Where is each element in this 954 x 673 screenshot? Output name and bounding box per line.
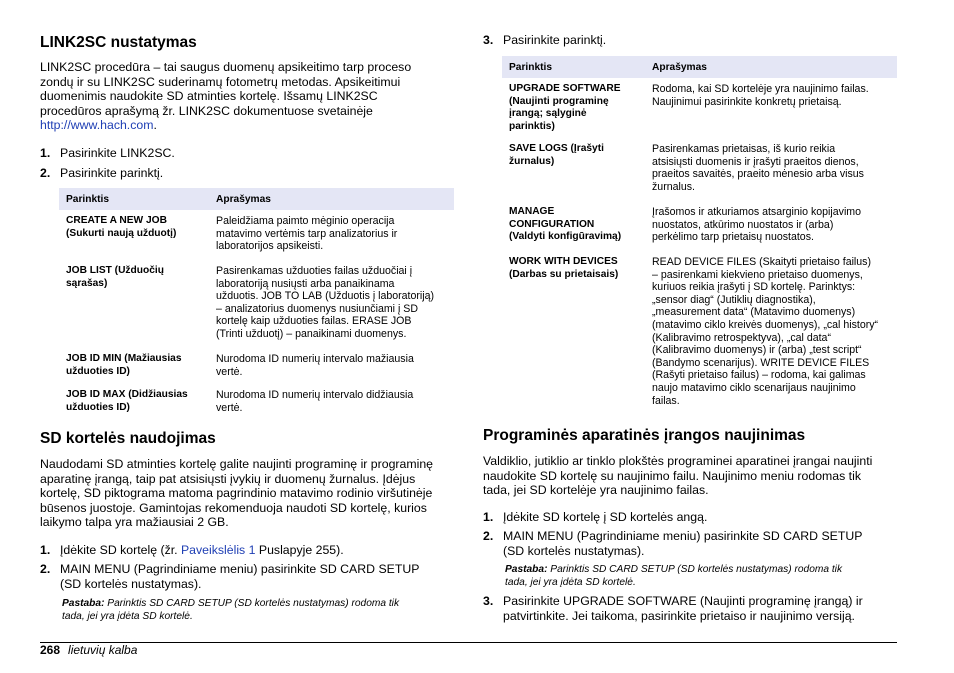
- table-row: [502, 253, 897, 407]
- step-text: [503, 594, 897, 623]
- cell-line: WORK WITH DEVICES: [509, 256, 618, 267]
- text-line: MAIN MENU (Pagrindiniame meniu) pasirinkite SD CARD SETUP: [60, 562, 420, 576]
- text-line: procedūros aprašymą žr. LINK2SC dokumentuose svetainėje: [40, 103, 373, 118]
- step-number: 2.: [40, 562, 51, 576]
- firmware-note: [505, 563, 897, 589]
- table-row: [502, 78, 897, 140]
- cell-line: užduoties ID): [66, 365, 130, 377]
- cell-line: perkėlimo tarp prietaisų nuostatos.: [652, 231, 814, 244]
- option-cell: [502, 253, 645, 407]
- text-line: zondų ir su LINK2SC suderinamų fotometrų metodas. Apsikeitimui: [40, 74, 401, 89]
- note-label: Pastaba:: [62, 598, 105, 609]
- link2sc-step-1: [40, 146, 455, 161]
- section-heading-link2sc: LINK2SC nustatymas: [40, 34, 197, 51]
- sd-step-1: [40, 543, 455, 558]
- text-fragment: .: [153, 118, 157, 133]
- cell-line: UPGRADE SOFTWARE: [509, 83, 621, 94]
- cell-line: READ DEVICE FILES (Skaityti prietaiso failus): [652, 256, 872, 268]
- cell-line: Rodoma, kai SD kortelėje yra naujinimo failas.: [652, 83, 869, 95]
- step-number: 1.: [40, 146, 51, 160]
- cell-line: užduotis. JOB TO LAB (Užduotis į laboratoriją): [216, 290, 435, 303]
- step-text: [503, 529, 897, 558]
- table-header-row: [59, 188, 454, 210]
- section-heading-sd-card: SD kortelės naudojimas: [40, 430, 216, 447]
- step-text: Pasirinkite parinktį.: [60, 166, 164, 180]
- cell-line: JOB LIST (Užduočių: [66, 265, 164, 276]
- text-line: kortelę, SD piktograma matoma pagrindinio matavimo rodinio viršutinėje: [40, 486, 433, 501]
- cell-line: (Bandymo scenarijus). WRITE DEVICE FILES: [652, 356, 870, 369]
- text-line: tada, jei SD kortelėje yra naujinimo failas.: [483, 483, 709, 498]
- text-line: Naudodami SD atminties kortelę galite naujinti programinę ir programinę: [40, 457, 434, 471]
- description-cell: [209, 210, 454, 258]
- option-cell: [502, 78, 645, 140]
- cell-line: vertė.: [216, 365, 243, 378]
- text-line: būsenos juostoje. Gamintojas rekomenduoja naudoti SD kortelę, kurios: [40, 500, 427, 515]
- cell-line: kortelę kaip užduoties failas. ERASE JOB: [216, 315, 412, 328]
- note-text: tada, jei yra įdėta SD kortelė.: [505, 577, 636, 588]
- cell-line: JOB ID MAX (Didžiausias: [66, 389, 188, 400]
- firmware-step-1: [483, 510, 897, 525]
- text-line: patvirtinkite. Jei taikoma, pasirinkite prietaiso ir naujinimo versiją.: [503, 608, 855, 623]
- table-row: [59, 210, 454, 258]
- step-number: 3.: [483, 33, 494, 47]
- footer-rule: [40, 642, 897, 643]
- text-line: (SD kortelės nustatymas).: [60, 576, 202, 591]
- table-row: [59, 387, 454, 417]
- hach-website-link[interactable]: http://www.hach.com: [40, 118, 154, 133]
- link2sc-step-2: [40, 166, 455, 181]
- option-cell: [59, 258, 209, 351]
- cell-line: (Rašyti prietaiso failus) – rodoma, kai galimas: [652, 369, 866, 382]
- cell-line: žurnalus.: [652, 180, 695, 193]
- page-number: 268: [40, 643, 61, 657]
- right-step-3: [483, 33, 897, 48]
- cell-line: naujo matavimo ciklo scenarijaus naujinimo: [652, 381, 856, 394]
- sd-note: [62, 597, 455, 623]
- text-line: Pasirinkite UPGRADE SOFTWARE (Naujinti programinę įrangą) ir: [503, 594, 863, 608]
- cell-line: sąrašas): [66, 277, 108, 289]
- cell-line: (Trinti užduotį) – panaikinami duomenys.: [216, 327, 407, 340]
- description-cell: [209, 387, 454, 417]
- note-text: tada, jei yra įdėta SD kortelė.: [62, 611, 193, 622]
- cell-line: (Kalibravimo duomenys) ir (arba) „test script“: [652, 344, 862, 357]
- cell-line: CREATE A NEW JOB: [66, 215, 167, 226]
- description-cell: [209, 351, 454, 387]
- cell-line: laboratorijos apsikeisti.: [216, 240, 324, 253]
- table-header: Aprašymas: [209, 188, 454, 210]
- table-header: Parinktis: [502, 56, 645, 78]
- footer-language: lietuvių kalba: [68, 643, 138, 657]
- note-text: Parinktis SD CARD SETUP (SD kortelės nustatymas) rodoma tik: [104, 598, 400, 609]
- text-line: laikymo talpa yra mažiausiai 2 GB.: [40, 515, 229, 530]
- cell-line: nuostatos, atkūrimo nuostatos ir (arba): [652, 218, 834, 231]
- description-cell: [645, 78, 897, 140]
- text-fragment: Puslapyje 255).: [255, 543, 344, 557]
- option-cell: [59, 210, 209, 258]
- cell-line: – pasirenkami kiekvieno prietaiso duomenys,: [652, 268, 863, 281]
- step-text: [60, 562, 455, 591]
- cell-line: žurnalus): [509, 155, 555, 167]
- table-row: [59, 351, 454, 387]
- text-line: LINK2SC procedūra – tai saugus duomenų apsikeitimo tarp proceso: [40, 60, 412, 74]
- step-text: Pasirinkite parinktį.: [503, 33, 607, 47]
- link2sc-intro: [40, 60, 455, 133]
- table-row: [59, 258, 454, 351]
- table-header-row: [502, 56, 897, 78]
- option-cell: [59, 387, 209, 417]
- figure-1-link[interactable]: Paveikslėlis 1: [180, 543, 256, 557]
- cell-line: (Kalibravimo retrospektyva), „cal data“: [652, 331, 831, 344]
- note-label: Pastaba:: [505, 564, 548, 575]
- cell-line: (Darbas su prietaisais): [509, 268, 619, 280]
- sd-intro: [40, 457, 455, 530]
- text-line: Valdiklio, jutiklio ar tinklo plokštės programinei aparatinei įrangai naujinti: [483, 454, 873, 468]
- cell-line: – analizatorius duomenys nusiunčiami į SD: [216, 302, 418, 315]
- cell-line: vertė.: [216, 401, 243, 414]
- sd-step-2: [40, 562, 455, 591]
- text-line: (SD kortelės nustatymas).: [503, 543, 645, 558]
- text-line: aparatinę įrangą, taip pat atsisiųsti įvykių ir duomenų žurnalus. Įdėjus: [40, 471, 416, 486]
- text-line: naudokite SD kortelę su naujinimo failu. Naujinimo meniu rodomas tik: [483, 468, 861, 483]
- cell-line: Pasirenkamas prietaisas, iš kurio reikia: [652, 143, 836, 155]
- option-cell: [59, 351, 209, 387]
- step-text: [60, 543, 455, 558]
- text-line: MAIN MENU (Pagrindiniame meniu) pasirinkite SD CARD SETUP: [503, 529, 863, 543]
- cell-line: SAVE LOGS (Įrašyti: [509, 143, 604, 154]
- cell-line: Paleidžiama paimto mėginio operacija: [216, 215, 395, 227]
- table-header: Aprašymas: [645, 56, 897, 78]
- cell-line: (Valdyti konfigūravimą): [509, 231, 622, 243]
- step-number: 2.: [40, 166, 51, 180]
- text-fragment: Įdėkite SD kortelę (žr.: [60, 543, 181, 557]
- step-number: 1.: [40, 543, 51, 557]
- cell-line: Nurodoma ID numerių intervalo mažiausia: [216, 353, 414, 365]
- step-number: 3.: [483, 594, 494, 608]
- step-number: 1.: [483, 510, 494, 524]
- table-row: [502, 140, 897, 203]
- cell-line: „sensor diag“ (Jutiklių diagnostika),: [652, 293, 816, 306]
- firmware-intro: [483, 454, 897, 498]
- cell-line: CONFIGURATION: [509, 218, 595, 230]
- cell-line: (Naujinti programinę: [509, 95, 609, 107]
- cell-line: Nurodoma ID numerių intervalo didžiausia: [216, 389, 414, 401]
- step-text: Pasirinkite LINK2SC.: [60, 146, 175, 160]
- cell-line: kuriuos reikia įrašyti į SD kortelę. Parinktys:: [652, 281, 856, 294]
- table-header: Parinktis: [59, 188, 209, 210]
- cell-line: praeitos savaitės, praeito mėnesio arba visus: [652, 168, 864, 181]
- cell-line: užduoties ID): [66, 401, 130, 413]
- description-cell: [209, 258, 454, 351]
- note-text: Parinktis SD CARD SETUP (SD kortelės nustatymas) rodoma tik: [547, 564, 843, 575]
- page-footer: [40, 643, 137, 657]
- cell-line: (Sukurti naują užduotį): [66, 227, 177, 239]
- cell-line: (matavimo ciklo kreivės duomenys), „cal history“: [652, 318, 879, 331]
- cell-line: įrangą; sąlyginė: [509, 108, 587, 120]
- description-cell: [645, 253, 897, 407]
- cell-line: atsisiųsti duomenis ir įrašyti praeitos dienos,: [652, 155, 859, 168]
- link2sc-options-table: [59, 188, 454, 417]
- step-text: Įdėkite SD kortelę į SD kortelės angą.: [503, 510, 708, 524]
- cell-line: „measurement data“ (Matavimo duomenys): [652, 306, 856, 319]
- description-cell: [645, 140, 897, 203]
- cell-line: JOB ID MIN (Mažiausias: [66, 353, 182, 364]
- cell-line: laboratoriją nusiųsti arba panaikinama: [216, 277, 395, 290]
- table-row: [502, 203, 897, 253]
- description-cell: [645, 203, 897, 253]
- cell-line: matavimo vertėmis tarp analizatorius ir: [216, 227, 398, 240]
- cell-line: Naujinimui pasirinkite konkretų prietaisą.: [652, 95, 842, 108]
- option-cell: [502, 203, 645, 253]
- cell-line: failas.: [652, 394, 680, 407]
- text-line: duomenimis naudokite SD atminties kortelę. Išsamų LINK2SC: [40, 89, 378, 104]
- sd-options-table: [502, 56, 897, 407]
- cell-line: MANAGE: [509, 206, 555, 217]
- firmware-step-3: [483, 594, 897, 623]
- cell-line: Įrašomos ir atkuriamos atsarginio kopijavimo: [652, 206, 862, 218]
- firmware-step-2: [483, 529, 897, 558]
- cell-line: Pasirenkamas užduoties failas užduočiai į: [216, 265, 413, 277]
- section-heading-firmware-update: Programinės aparatinės įrangos naujinimas: [483, 427, 806, 444]
- cell-line: parinktis): [509, 120, 555, 132]
- step-number: 2.: [483, 529, 494, 543]
- option-cell: [502, 140, 645, 203]
